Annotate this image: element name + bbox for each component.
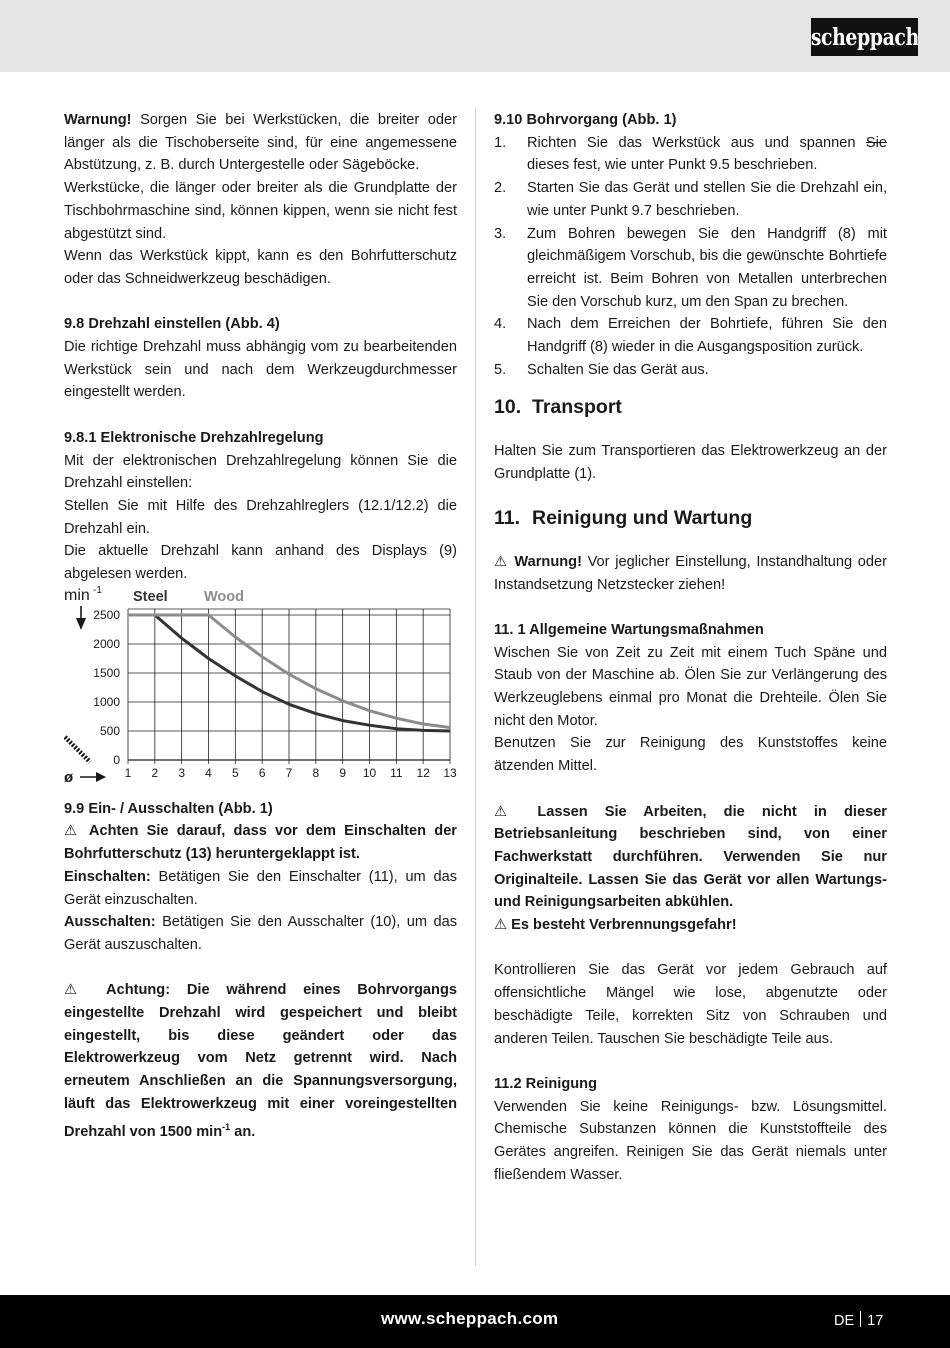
paragraph: Werkstücke, die länger oder breiter als die Grundplatte der Tischbohrmaschine sind, können kippen, wenn sie nicht fest abgestützt sind. xyxy=(64,180,457,242)
step-text: Starten Sie das Gerät und stellen Sie die Drehzahl ein, wie unter Punkt 9.7 beschrieben. xyxy=(527,180,887,219)
page-footer xyxy=(0,1295,950,1348)
diameter-symbol: ø xyxy=(64,768,74,782)
right-column xyxy=(494,109,887,1186)
x-tick-label: 9 xyxy=(339,765,347,780)
x-tick-label: 6 xyxy=(258,765,266,780)
paragraph: Halten Sie zum Transportieren das Elektrowerkzeug an der Grundplatte (1). xyxy=(494,443,887,483)
attention-paragraph: ⚠ Achtung: Die während eines Bohrvorgangs eingestellte Drehzahl wird gespeichert und bleibt eingestellt, bis diese geändert oder das Elektrowerkzeug vom Netz getrennt wird. Nach erneutem Anschließen an die Spannungsversorgung, läuft das Elektrowerkzeug mit einer voreingestellten Drehzahl von 1500 $\min^{-1}$ an. xyxy=(64,982,457,1140)
x-tick-label: 3 xyxy=(178,765,186,780)
left-column xyxy=(64,109,457,1143)
y-axis-label-superscript: -1 xyxy=(93,585,102,596)
legend-steel: Steel xyxy=(133,588,168,605)
step-text: Zum Bohren bewegen Sie den Handgriff (8) mit gleichmäßigem Vorschub, bis die gewünschte Bohrtiefe erreicht ist. Beim Bohren von Metallen unterbrechen Sie den Vorschub kurz, um den Span zu brechen. xyxy=(527,225,887,310)
step-number: 4. xyxy=(494,316,507,333)
down-arrow-head-icon xyxy=(76,618,86,630)
page-number: DE 17 xyxy=(834,1313,884,1329)
x-tick-label: 7 xyxy=(285,765,293,780)
paragraph: Mit der elektronischen Drehzahlregelung können Sie die Drehzahl einstellen: xyxy=(64,452,457,492)
x-tick-label: 5 xyxy=(231,765,239,780)
step-item xyxy=(494,223,887,314)
step-number: 2. xyxy=(494,180,507,197)
y-tick-label: 2000 xyxy=(93,636,120,651)
page-header xyxy=(0,0,950,72)
paragraph: Verwenden Sie keine Reinigungs- bzw. Lösungsmittel. Chemische Substanzen können die Kunststoffteile des Gerätes angreifen. Reinigen Sie das Gerät niemals unter fließendem Wasser. xyxy=(494,1098,887,1183)
paragraph: Ausschalten: Betätigen Sie den Ausschalter (10), um das Gerät auszuschalten. xyxy=(64,914,457,953)
section-heading-10: 10. Transport xyxy=(494,396,622,419)
step-number: 5. xyxy=(494,361,507,378)
section-heading-9-8: 9.8 Drehzahl einstellen (Abb. 4) xyxy=(64,316,280,333)
step-number: 1. xyxy=(494,134,507,151)
burn-warning: ⚠ Es besteht Verbrennungsgefahr! xyxy=(494,917,737,934)
section-heading-11: 11. Reinigung und Wartung xyxy=(494,506,753,529)
step-text: Richten Sie das Werkstück aus und spannen Sie dieses fest, wie unter Punkt 9.5 beschrieben. xyxy=(527,134,887,174)
step-number: 3. xyxy=(494,225,507,242)
y-tick-label: 2500 xyxy=(93,607,120,622)
paragraph: Kontrollieren Sie das Gerät vor jedem Gebrauch auf offensichtliche Mängel wie lose, abgenutzte oder beschädigte Teile, korrekten Sitz von Schrauben und anderen Teilen. Tauschen Sie beschädigte Teile aus. xyxy=(494,962,887,1047)
warning-icon: ⚠ xyxy=(494,553,509,570)
warning-icon: ⚠ xyxy=(64,823,82,840)
paragraph: Die aktuelle Drehzahl kann anhand des Displays (9) abgelesen werden. xyxy=(64,543,457,583)
section-heading-9-9: 9.9 Ein- / Ausschalten (Abb. 1) xyxy=(64,800,273,817)
y-axis-label: min xyxy=(64,586,90,604)
speed-chart-svg xyxy=(64,586,464,782)
paragraph: Wenn das Werkstück kippt, kann es den Bohrfutterschutz oder das Schneidwerkzeug beschädigen. xyxy=(64,248,457,287)
y-tick-label: 1000 xyxy=(93,694,120,709)
step-item xyxy=(494,313,887,358)
paragraph: Wischen Sie von Zeit zu Zeit mit einem Tuch Späne und Staub von der Maschine ab. Ölen Sie zur Verlängerung des Werkzeuglebens einmal pro Monat die Drehteile. Ölen Sie nicht den Motor. xyxy=(494,644,887,729)
step-text: Nach dem Erreichen der Bohrtiefe, führen Sie den Handgriff (8) wieder in die Ausgangsposition zurück. xyxy=(527,316,887,356)
x-tick-label: 4 xyxy=(205,765,212,780)
section-heading-11-2: 11.2 Reinigung xyxy=(494,1075,597,1092)
x-tick-label: 12 xyxy=(416,765,430,780)
website-link[interactable]: www.scheppach.com xyxy=(381,1309,559,1328)
warning-paragraph: ⚠ Warnung! Vor jeglicher Einstellung, Instandhaltung oder Instandsetzung Netzstecker ziehen! xyxy=(494,553,888,593)
section-heading-9-10: 9.10 Bohrvorgang (Abb. 1) xyxy=(494,112,677,128)
step-item xyxy=(494,359,887,382)
warning-paragraph: Warnung! Sorgen Sie bei Werkstücken, die breiter oder länger als die Tischoberseite sind, für eine angemessene Abstützung, z. B. durch Untergestelle oder Sägeböcke. xyxy=(64,112,457,174)
x-tick-label: 8 xyxy=(312,765,320,780)
warning-icon: ⚠ xyxy=(64,982,90,999)
paragraph: Stellen Sie mit Hilfe des Drehzahlreglers (12.1/12.2) die Drehzahl ein. xyxy=(64,497,457,537)
y-tick-label: 500 xyxy=(99,723,120,738)
drilling-steps-list xyxy=(494,132,887,382)
x-tick-label: 1 xyxy=(124,765,132,780)
warning-icon: ⚠ xyxy=(494,917,508,934)
paragraph: Benutzen Sie zur Reinigung des Kunststoffes keine ätzenden Mittel. xyxy=(494,735,887,775)
step-text: Schalten Sie das Gerät aus. xyxy=(527,361,709,378)
x-tick-label: 10 xyxy=(362,765,377,780)
section-heading-11-1: 11. 1 Allgemeine Wartungsmaßnahmen xyxy=(494,621,764,638)
step-item xyxy=(494,132,887,177)
warning-icon: ⚠ xyxy=(494,803,521,820)
legend-wood: Wood xyxy=(204,588,244,605)
right-arrow-head-icon xyxy=(96,772,106,782)
x-tick-label: 2 xyxy=(151,765,159,780)
y-tick-label: 0 xyxy=(113,752,120,767)
warning-paragraph: ⚠ Achten Sie darauf, dass vor dem Einschalten der Bohrfutterschutz (13) heruntergeklappt ist. xyxy=(64,823,457,863)
drill-bit-icon xyxy=(65,737,90,762)
paragraph: Die richtige Drehzahl muss abhängig vom zu bearbeitenden Werkstück sein und nach dem Werkzeugdurchmesser eingestellt werden. xyxy=(64,339,457,401)
x-tick-label: 13 xyxy=(443,765,457,780)
y-tick-label: 1500 xyxy=(93,665,120,680)
x-tick-label: 11 xyxy=(390,765,403,780)
paragraph: Einschalten: Betätigen Sie den Einschalter (11), um das Gerät einzuschalten. xyxy=(64,868,457,908)
section-heading-9-8-1: 9.8.1 Elektronische Drehzahlregelung xyxy=(64,429,324,446)
scheppach-logo: scheppach xyxy=(811,18,918,56)
column-divider xyxy=(475,108,476,1266)
warning-paragraph: ⚠ Lassen Sie Arbeiten, die nicht in dieser Betriebsanleitung beschrieben sind, von einer Fachwerkstatt durchführen. Verwenden Sie nur Originalteile. Lassen Sie das Gerät vor allen Wartungs- und Reinigungsarbeiten abkühlen. xyxy=(494,803,887,911)
speed-chart xyxy=(64,586,464,782)
step-item xyxy=(494,177,887,222)
